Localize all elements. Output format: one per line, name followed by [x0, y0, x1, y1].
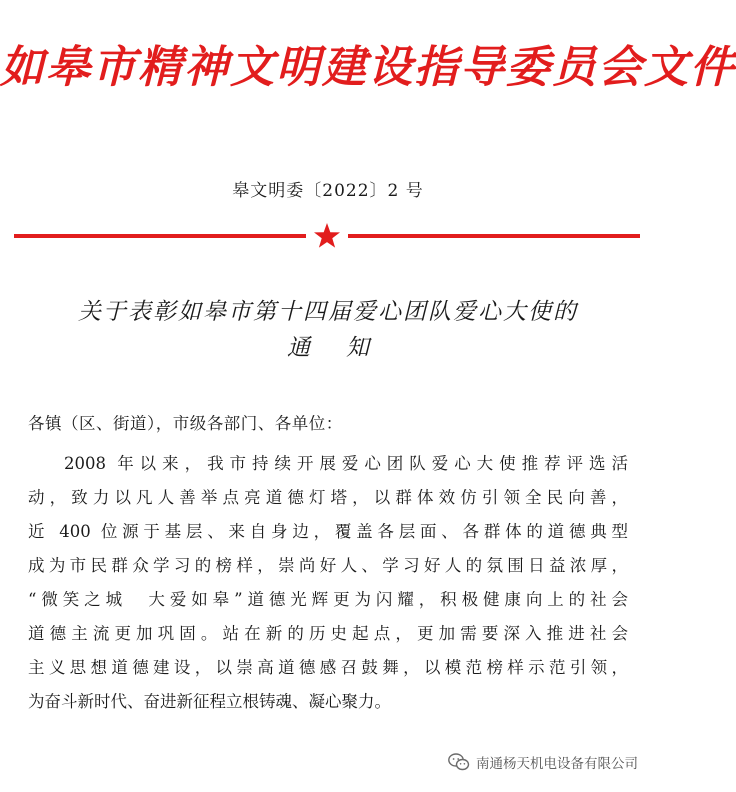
body-line: “微笑之城 大爱如皋”道德光辉更为闪耀，积极健康向上的社会 [28, 590, 628, 609]
red-divider [14, 222, 640, 250]
body-paragraph [28, 447, 628, 719]
salutation: 各镇（区、街道），市级各部门、各单位： [28, 414, 343, 433]
body-line: 近 400 位源于基层、来自身边，覆盖各层面、各群体的道德典型 [28, 522, 628, 541]
watermark [448, 752, 638, 772]
body-line: 主义思想道德建设，以崇高道德感召鼓舞，以模范榜样示范引领， [28, 658, 628, 677]
document-number: 皋文明委〔2022〕2 号 [232, 181, 424, 201]
body-line: 道德主流更加巩固。站在新的历史起点，更加需要深入推进社会 [28, 624, 628, 643]
notice-title-line-1: 关于表彰如皋市第十四届爱心团队爱心大使的 [78, 299, 578, 325]
body-line: 动，致力以凡人善举点亮道德灯塔，以群体效仿引领全民向善， [28, 488, 628, 507]
notice-title-line-2: 通知 [287, 335, 405, 361]
body-line: 2008 年以来，我市持续开展爱心团队爱心大使推荐评选活 [64, 454, 628, 473]
divider-line-left [14, 234, 306, 238]
document-header-title: 如皋市精神文明建设指导委员会文件 [0, 42, 736, 93]
watermark-text: 南通杨天机电设备有限公司 [476, 756, 638, 772]
divider-line-right [348, 234, 640, 238]
wechat-icon [448, 753, 470, 771]
body-line: 为奋斗新时代、奋进新征程立根铸魂、凝心聚力。 [28, 692, 391, 711]
star-icon [313, 222, 341, 250]
notice-title [20, 294, 636, 366]
body-line: 成为市民群众学习的榜样，崇尚好人、学习好人的氛围日益浓厚， [28, 556, 628, 575]
